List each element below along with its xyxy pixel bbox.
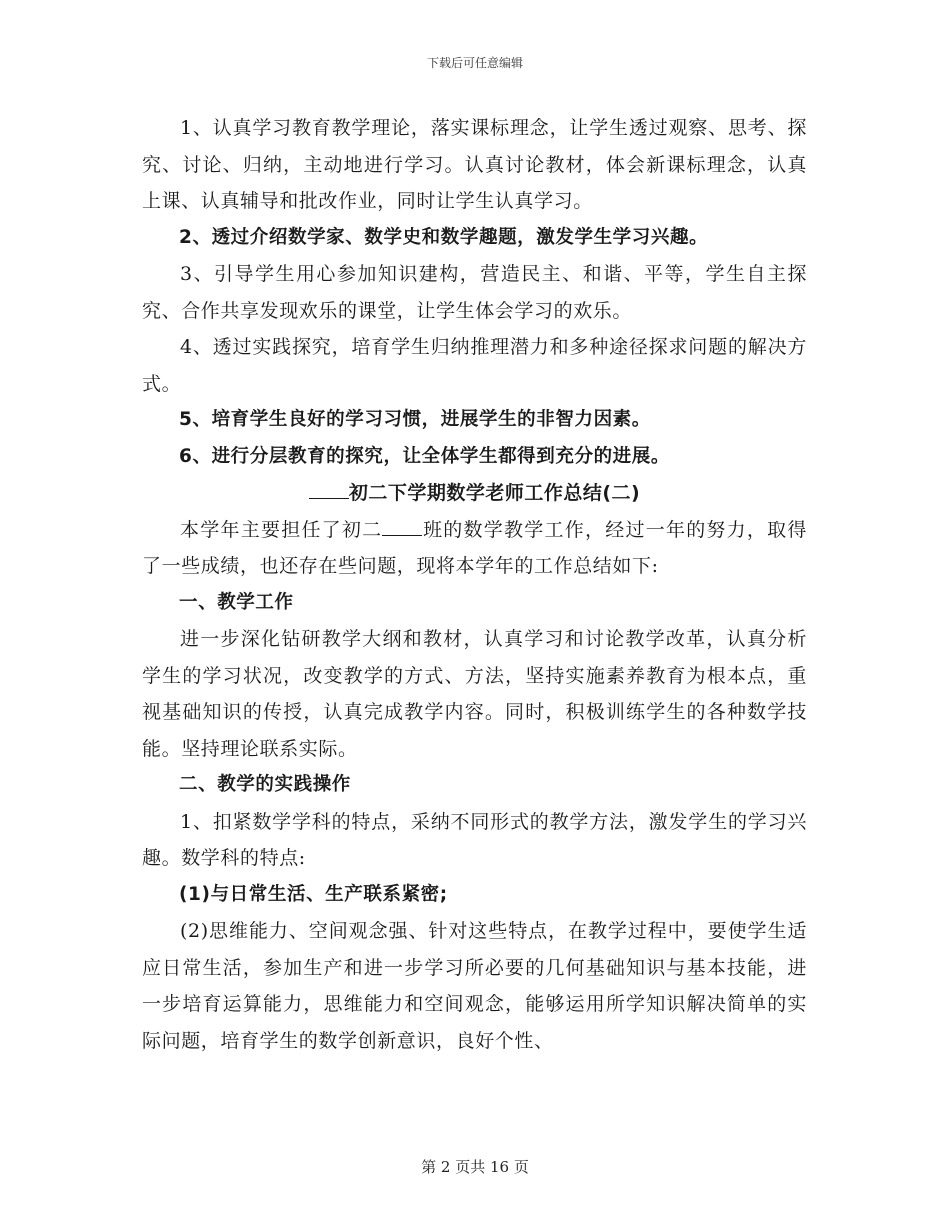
paragraph-item-1: 1、认真学习教育教学理论，落实课标理念，让学生透过观察、思考、探究、讨论、归纳，主动地进行学习。认真讨论教材，体会新课标理念，认真上课、认真辅导和批改作业，同时让学生认真学习。 bbox=[142, 117, 807, 212]
document-body bbox=[142, 110, 807, 1059]
paragraph-teaching-work: 进一步深化钻研教学大纲和教材，认真学习和讨论教学改革，认真分析学生的学习状况，改变教学的方式、方法，坚持实施素养教育为根本点，重视基础知识的传授，认真完成教学内容。同时，积极训练学生的各种数学技能。坚持理论联系实际。 bbox=[142, 628, 807, 760]
heading-practice: 二、教学的实践操作 bbox=[179, 774, 351, 795]
intro-text-a: 本学年主要担任了初二 bbox=[180, 518, 383, 541]
paragraph-item-6: 6、进行分层教育的探究，让全体学生都得到充分的进展。 bbox=[179, 445, 670, 467]
paragraph-practice-point-1: (1)与日常生活、生产联系紧密; bbox=[179, 883, 448, 905]
page-header-note: 下载后可任意编辑 bbox=[426, 56, 523, 70]
intro-paragraph bbox=[142, 512, 807, 585]
paragraph-item-2: 2、透过介绍数学家、数学史和数学趣题，激发学生学习兴趣。 bbox=[179, 226, 709, 248]
section-title-text: 初二下学期数学老师工作总结(二) bbox=[348, 482, 641, 504]
page-number: 第 2 页共 16 页 bbox=[421, 1158, 529, 1176]
paragraph-item-3: 3、引导学生用心参加知识建构，营造民主、和谐、平等，学生自主探究、合作共享发现欢乐的课堂，让学生体会学习的欢乐。 bbox=[142, 263, 807, 322]
paragraph-item-5: 5、培育学生良好的学习习惯，进展学生的非智力因素。 bbox=[179, 409, 651, 430]
intro-text-b: 班的数学教学工作，经过一年的努力，取得了一些成绩，也还存在些问题，现将本学年的工作总结如下: bbox=[142, 518, 807, 577]
title-blank-line bbox=[309, 476, 349, 499]
paragraph-practice-point-2: (2)思维能力、空间观念强、针对这些特点，在教学过程中，要使学生适应日常生活，参加生产和进一步学习所必要的几何基础知识与基本技能，进一步培育运算能力，思维能力和空间观念，能够运用所学知识解决简单的实际问题，培育学生的数学创新意识，良好个性、 bbox=[142, 920, 807, 1052]
heading-teaching-work: 一、教学工作 bbox=[179, 591, 294, 613]
section-title bbox=[142, 475, 807, 512]
class-blank-line bbox=[382, 515, 422, 536]
paragraph-practice-1: 1、扣紧数学学科的特点，采纳不同形式的教学方法，激发学生的学习兴趣。数学科的特点: bbox=[142, 810, 807, 869]
paragraph-item-4: 4、透过实践探究，培育学生归纳推理潜力和多种途径探求问题的解决方式。 bbox=[142, 336, 807, 395]
